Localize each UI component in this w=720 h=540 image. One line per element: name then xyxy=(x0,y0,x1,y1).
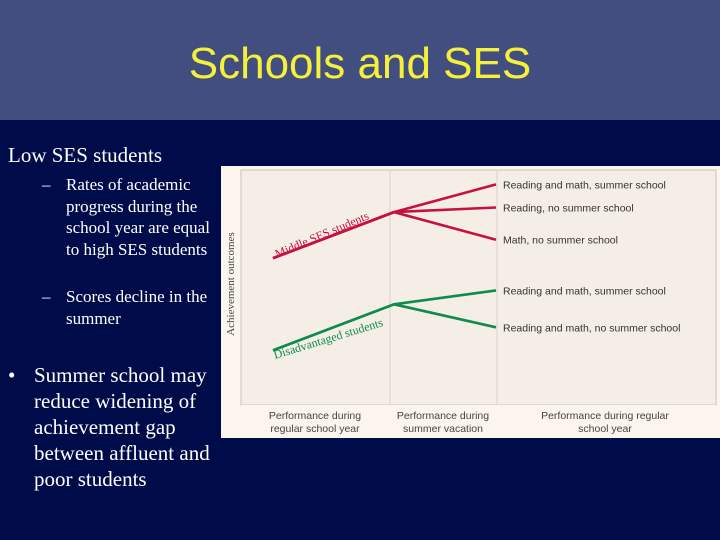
sub-bullet-text: Scores decline in the summer xyxy=(66,287,208,328)
x-category-1 xyxy=(397,410,489,435)
slide-title: Schools and SES xyxy=(188,39,532,88)
x-category-0 xyxy=(269,410,361,435)
sub-bullet-decline xyxy=(42,286,222,329)
series-label-middle-0: Reading and math, summer school xyxy=(503,179,666,192)
y-axis-label: Achievement outcomes xyxy=(225,232,237,336)
bullet-text: Summer school may reduce widening of achievement gap between affluent and poor students xyxy=(34,363,210,491)
sub-bullet-text: Rates of academic progress during the school year are equal to high SES students xyxy=(66,175,210,259)
bullet-marker: • xyxy=(8,363,16,387)
group-label-middle: Middle SES students xyxy=(272,208,371,261)
sub-bullet-progress xyxy=(42,174,222,260)
dash-marker: – xyxy=(42,175,51,194)
x-tick-label: Performance during summer vacation xyxy=(396,410,490,435)
series-label-middle-2: Math, no summer school xyxy=(503,234,618,247)
x-tick-label: Performance during regular school year xyxy=(268,410,362,435)
series-label-disadvantaged-3: Reading and math, summer school xyxy=(503,285,666,298)
series-label-disadvantaged-4: Reading and math, no summer school xyxy=(503,322,681,335)
achievement-chart xyxy=(221,166,720,438)
bullet-low-ses: Low SES students xyxy=(8,143,163,167)
x-tick-label: Performance during regular school year xyxy=(541,410,669,435)
dash-marker: – xyxy=(42,287,51,306)
series-label-middle-1: Reading, no summer school xyxy=(503,202,634,215)
bullet-summer-school xyxy=(8,362,218,492)
group-label-disadvantaged: Disadvantaged students xyxy=(271,315,385,362)
